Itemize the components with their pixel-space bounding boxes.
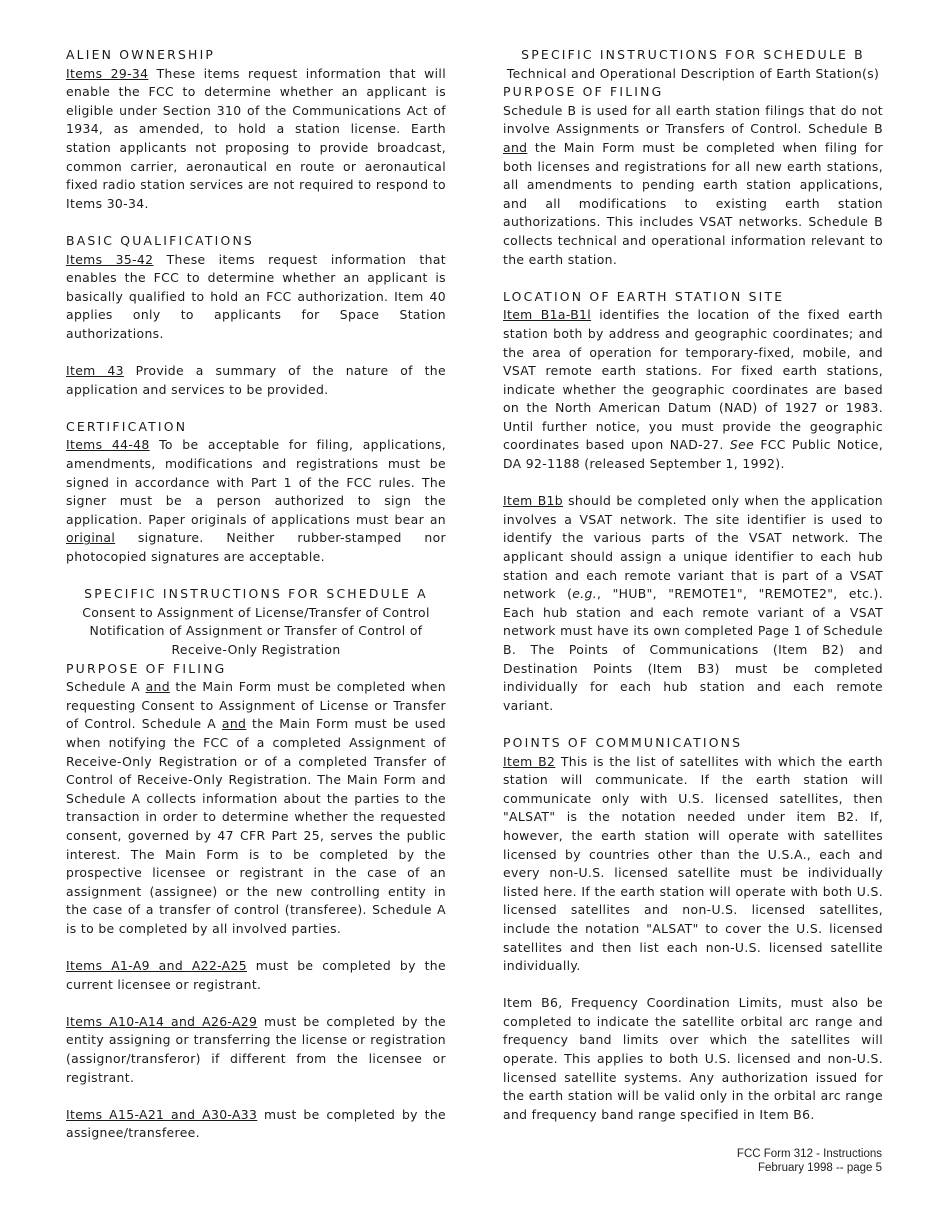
item-reference: Items A15-A21 and A30-A33 [66, 1106, 258, 1122]
item-reference: Items 44-48 [66, 437, 150, 453]
certification-heading: CERTIFICATION [66, 418, 188, 434]
location-paragraph [503, 306, 883, 473]
schedule-a-purpose-paragraph [66, 678, 446, 938]
schedule-b-purpose-heading: PURPOSE OF FILING [503, 84, 664, 100]
right-column [503, 46, 883, 1124]
item-reference: Items 35-42 [66, 251, 154, 267]
item-b6-paragraph: Item B6, Frequency Coordination Limits, must also be completed to indicate the satellite orbital arc range and frequency band limits over which the satellites will operate. This applies to both U.S. licensed and non-U.S. licensed satellite systems. Any authorization issued for the earth station will be valid only in the orbital arc range and frequency band range specified in Item B6. [503, 995, 883, 1122]
paragraph-text: must be completed by the assignee/transferee. [66, 1106, 446, 1141]
paragraph-text: Schedule B is used for all earth station filings that do not involve Assignments or Transfers of Control. Schedule B [503, 102, 883, 137]
paragraph-text: These items request information that will enable the FCC to determine whether an applicant is eligible under Section 310 of the Communications Act of 1934, as amended, to hold a station license. Earth station applicants not proposing to provide broadcast, common carrier, aeronautical en route or aeronautical fixed radio station services are not required to respond to Items 30-34. [66, 65, 446, 211]
schedule-b-title: SPECIFIC INSTRUCTIONS FOR SCHEDULE B [521, 47, 865, 62]
paragraph-text: signature. Neither rubber-stamped nor photocopied signatures are acceptable. [66, 530, 446, 565]
item-reference: Items 29-34 [66, 65, 149, 81]
paragraph-text: Provide a summary of the nature of the application and services to be provided. [66, 363, 446, 397]
item-b1b-paragraph [503, 492, 883, 715]
paragraph-text: This is the list of satellites with which the earth station will communicate. If the earth station will communicate only with U.S. licensed satellites, then "ALSAT" is the notation needed under item B2. If, however, the earth station will operate with satellites licensed by countries other than the U.S.A., each and every non-U.S. licensed satellite must be individually listed here. If the earth station will operate with both U.S. licensed satellites and non-U.S. licensed satellites, include the notation "ALSAT" to cover the U.S. licensed satellites and then list each non-U.S. licensed satellite individually. [503, 753, 884, 974]
paragraph-text: These items request information that enables the FCC to determine whether an applicant is basically qualified to hold an FCC authorization. Item 40 applies only to applicants for Space Station authorizations. [66, 251, 446, 341]
item-reference: Item B2 [503, 753, 556, 769]
points-paragraph [503, 753, 883, 976]
item-reference: Items A10-A14 and A26-A29 [66, 1013, 258, 1029]
items-a10-paragraph [66, 1013, 446, 1087]
paragraph-text: should be completed only when the application involves a VSAT network. The site identifier is used to identify the various parts of the VSAT network. The applicant should assign a unique identifier to each hub station and each remote variant that is part of a VSAT network ( [503, 493, 883, 602]
schedule-a-subtitle-2: Notification of Assignment or Transfer of Control of [89, 623, 423, 639]
left-column [66, 46, 446, 1143]
paragraph-text: must be completed by the current licensee or registrant. [66, 958, 446, 992]
paragraph-text: the Main Form must be completed when requesting Consent to Assignment of License or Transfer of Control. Schedule A [66, 679, 446, 732]
schedule-a-purpose-heading: PURPOSE OF FILING [66, 660, 227, 676]
item-reference: Item 43 [66, 363, 124, 379]
points-heading: POINTS OF COMMUNICATIONS [503, 734, 743, 750]
alien-ownership-paragraph [66, 65, 446, 214]
schedule-b-subtitle: Technical and Operational Description of Earth Station(s) [506, 65, 880, 81]
paragraph-text: identifies the location of the fixed earth station both by address and geographic coordinates; and the area of operation for temporary-fixed, mobile, and VSAT remote earth stations. For fixed earth stations, indicate whether the geographic coordinates are based on the North American Datum (NAD) of 1927 or 1983. Until further notice, you must provide the geographic coordinates based upon NAD-27. [503, 307, 883, 453]
items-a15-paragraph [66, 1106, 446, 1143]
items-a1-paragraph [66, 957, 446, 994]
item-reference: Item B1a-B1l [503, 307, 592, 323]
schedule-a-subtitle-1: Consent to Assignment of License/Transfer of Control [82, 604, 430, 620]
paragraph-text: the Main Form must be completed when filing for both licenses and registrations for all new earth stations, all amendments to pending earth station applications, and all modifications to existing earth station authorizations. This includes VSAT networks. Schedule B collects technical and operational information relevant to the earth station. [503, 139, 883, 267]
basic-qualifications-paragraph [66, 251, 446, 344]
footer-form-title: FCC Form 312 - Instructions [736, 1148, 882, 1160]
item-reference: Item B1b [503, 493, 564, 509]
schedule-b-purpose-paragraph [503, 102, 883, 269]
item-43-paragraph [66, 362, 446, 399]
emphasis-and: and [145, 679, 170, 695]
footer-date-page: February 1998 -- page 5 [757, 1162, 882, 1174]
paragraph-text: the Main Form must be used when notifying the FCC of a completed Assignment of Receive-Only Registration or of a completed Transfer of Control of Receive-Only Registration. The Main Form and Schedule A collects information about the parties to the transaction in order to determine whether the requested consent, governed by 47 CFR Part 25, serves the public interest. The Main Form is to be completed by the prospective licensee or registrant in the case of an assignment (assignee) or the new controlling entity in the case of a transfer of control (transferee). Schedule A is to be completed by all involved parties. [66, 716, 446, 936]
paragraph-text: To be acceptable for filing, applications, amendments, modifications and registrations must be signed in accordance with Part 1 of the FCC rules. The signer must be a person authorized to sign the application. Paper originals of applications must bear an [66, 437, 446, 527]
paragraph-text: Schedule A [66, 679, 146, 695]
schedule-a-subtitle-3: Receive-Only Registration [171, 642, 341, 657]
emphasis-and: and [221, 716, 247, 732]
paragraph-text: FCC Public Notice, DA 92-1188 (released September 1, 1992). [503, 437, 883, 472]
emphasis-original: original [66, 530, 116, 546]
paragraph-text: must be completed by the entity assigning or transferring the license or registration (assignor/transferor) if different from the licensee or registrant. [66, 1013, 446, 1085]
item-reference: Items A1-A9 and A22-A25 [66, 958, 247, 974]
page-footer [737, 1147, 882, 1175]
emphasis-and: and [503, 139, 528, 155]
location-heading: LOCATION OF EARTH STATION SITE [503, 288, 785, 304]
basic-qualifications-heading: BASIC QUALIFICATIONS [66, 232, 254, 248]
alien-ownership-heading: ALIEN OWNERSHIP [66, 47, 216, 62]
paragraph-text: , "HUB", "REMOTE1", "REMOTE2", etc.). Each hub station and each remote variant of a VSAT network must have its own completed Page 1 of Schedule B. The Points of Communications (Item B2) and Destination Points (Item B3) must be completed individually for each hub station and each remote variant. [503, 586, 883, 713]
schedule-a-title: SPECIFIC INSTRUCTIONS FOR SCHEDULE A [84, 586, 428, 602]
emphasis-eg: e.g. [572, 586, 598, 602]
emphasis-see: See [729, 437, 755, 453]
certification-paragraph [66, 436, 446, 566]
